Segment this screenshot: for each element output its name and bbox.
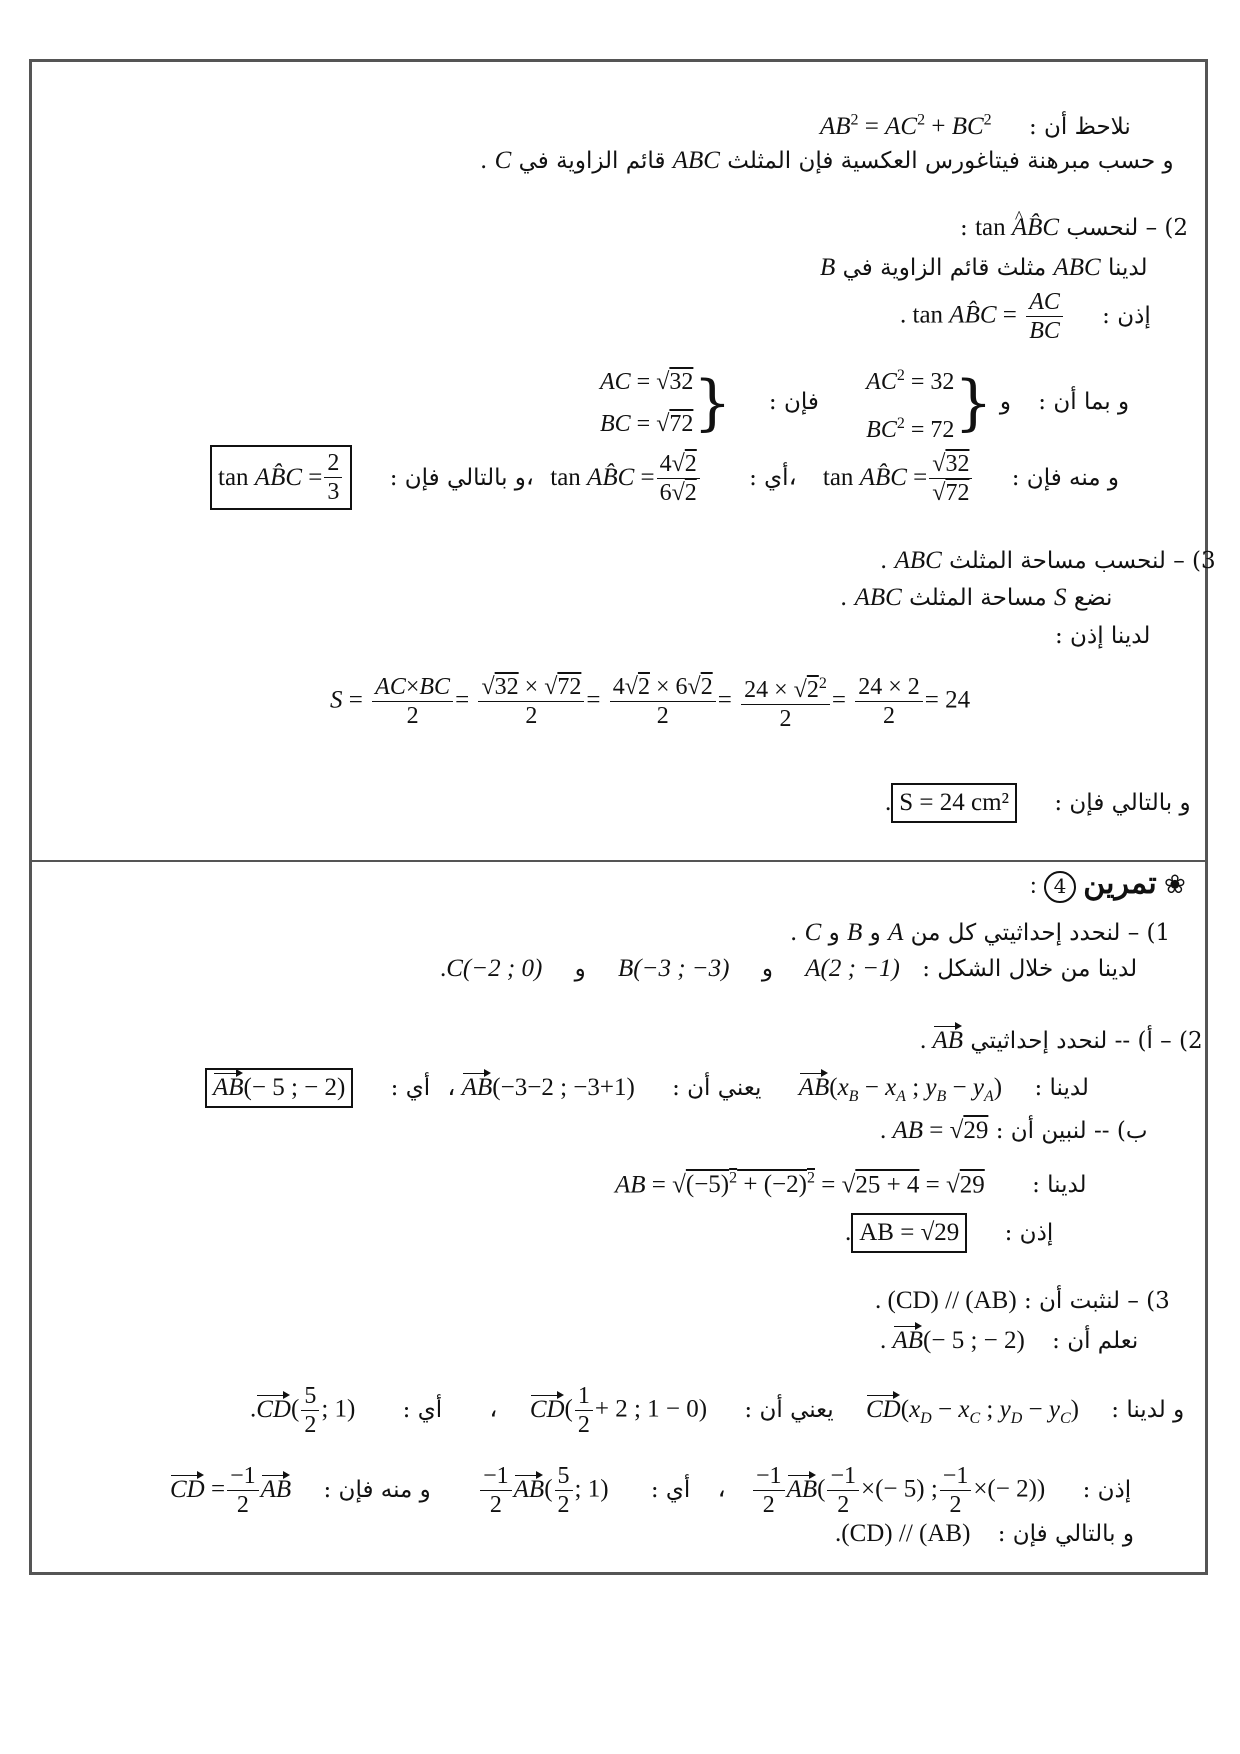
area-computation: S = $\frac{AC\times BC}{2}$ = $\frac{√32 \times √72}{2}$ = $\frac{4√2 \times 6√2}{2}$ = $\frac{24 \times √2^2}{2}$ = $\frac{24 \times 2}{2}$ = 24: [330, 670, 970, 733]
ab-length-computation: AB = $√(-5)^2 + (-2)^2 = √25 + 4 = √29$ لدينا :: [615, 1170, 1087, 1199]
ab-length-result-box: AB = √29: [851, 1213, 967, 1253]
q2a-heading: . AB 2) – أ) -- لنحدد إحداثيتي: [920, 1025, 1203, 1057]
area-definition: نضع S مساحة المثلث ABC .: [840, 584, 1113, 611]
tan-def-line: . tan AB̂C = $\frac{AC}{BC}$ إذن :: [900, 289, 1151, 344]
q3-heading: 3) – لنحسب مساحة المثلث ABC .: [880, 547, 1216, 574]
ab-length-result-line: . AB = √29 إذن :: [845, 1213, 1053, 1253]
area-result-line: . S = 24 cm² و بالتالي فإن :: [885, 783, 1191, 823]
q3-parallel-heading: . (CD) // (AB) 3) – لنثبت أن :: [875, 1287, 1170, 1314]
coordinates-line: .C(−2 ; 0) و B(−3 ; −3) و A(2 ; −1) لدينا من خلال الشكل :: [440, 955, 1138, 982]
q2-heading: 2) – لنحسب tan A ^B̂C :: [960, 212, 1188, 244]
pythagoras-line: $AB^2 = AC^2 + BC^2$ نلاحظ أن :: [820, 112, 1131, 141]
cd-equals-line: CD = $\frac{-1}{2}$ AB و منه فإن : $\frac{-1}{2}$ AB( $\frac{5}{2}$ ; 1) أي : ، $\frac{-1}{2}$ AB( $\frac{-1}{2}$ ×(− 5) ; $\frac{-1}{2}$ ×(− 2)) إذن :: [170, 1463, 1132, 1518]
final-parallel-line: .(CD) // (AB) و بالتالي فإن :: [835, 1520, 1134, 1547]
since-line: AC = √32 BC = √72} فإن : $AC^2 = 32$ $BC^2 = 72$} و و بما أن :: [600, 367, 1130, 443]
flower-icon: ❀: [1164, 870, 1186, 900]
vector-ab-line: AB(− 5 ; − 2) أي : ، AB(−3−2 ; −3+1) يعني أن : $AB(x_B - x_A$ ; $y_B - y_A$) لدينا :: [205, 1068, 1089, 1113]
section-divider: [29, 860, 1208, 862]
q1-heading: 1) – لنحدد إحداثيتي كل من A و B و C .: [790, 919, 1171, 946]
triangle-right-at-b: لدينا ABC مثلث قائم الزاوية في B: [820, 254, 1148, 281]
exercise-number-badge: 4: [1044, 871, 1076, 903]
vector-ab-result-box: AB(− 5 ; − 2): [205, 1068, 353, 1108]
tan-result-line: tan AB̂C = $\frac{2}{3}$ و بالتالي فإن :، tan AB̂C = $\frac{4√2}{6√2}$ أي :، tan AB̂C = $\frac{√32}{√72}$ و منه فإن :: [210, 445, 1119, 510]
area-result-box: S = 24 cm²: [891, 783, 1017, 823]
exercise-4-title: : 4 تمرين ❀: [1030, 866, 1186, 901]
tan-result-box: tan AB̂C = $\frac{2}{3}$: [210, 445, 352, 510]
q3-known-line: . AB(− 5 ; − 2) نعلم أن :: [880, 1325, 1138, 1357]
area-given: لدينا إذن :: [1055, 623, 1151, 649]
q2b-heading: . AB = √29 ب) -- لنبين أن :: [880, 1117, 1148, 1144]
vector-cd-line: .CD( $\frac{5}{2}$ ; 1) أي : ، CD( $\frac{1}{2}$ + 2 ; 1 − 0) يعني أن : $CD(x_D - x_C$ ; $y_D - y_C$) و لدينا :: [250, 1383, 1185, 1438]
converse-pythagoras-text: و حسب مبرهنة فيتاغورس العكسية فإن المثلث ABC قائم الزاوية في C .: [480, 147, 1174, 174]
